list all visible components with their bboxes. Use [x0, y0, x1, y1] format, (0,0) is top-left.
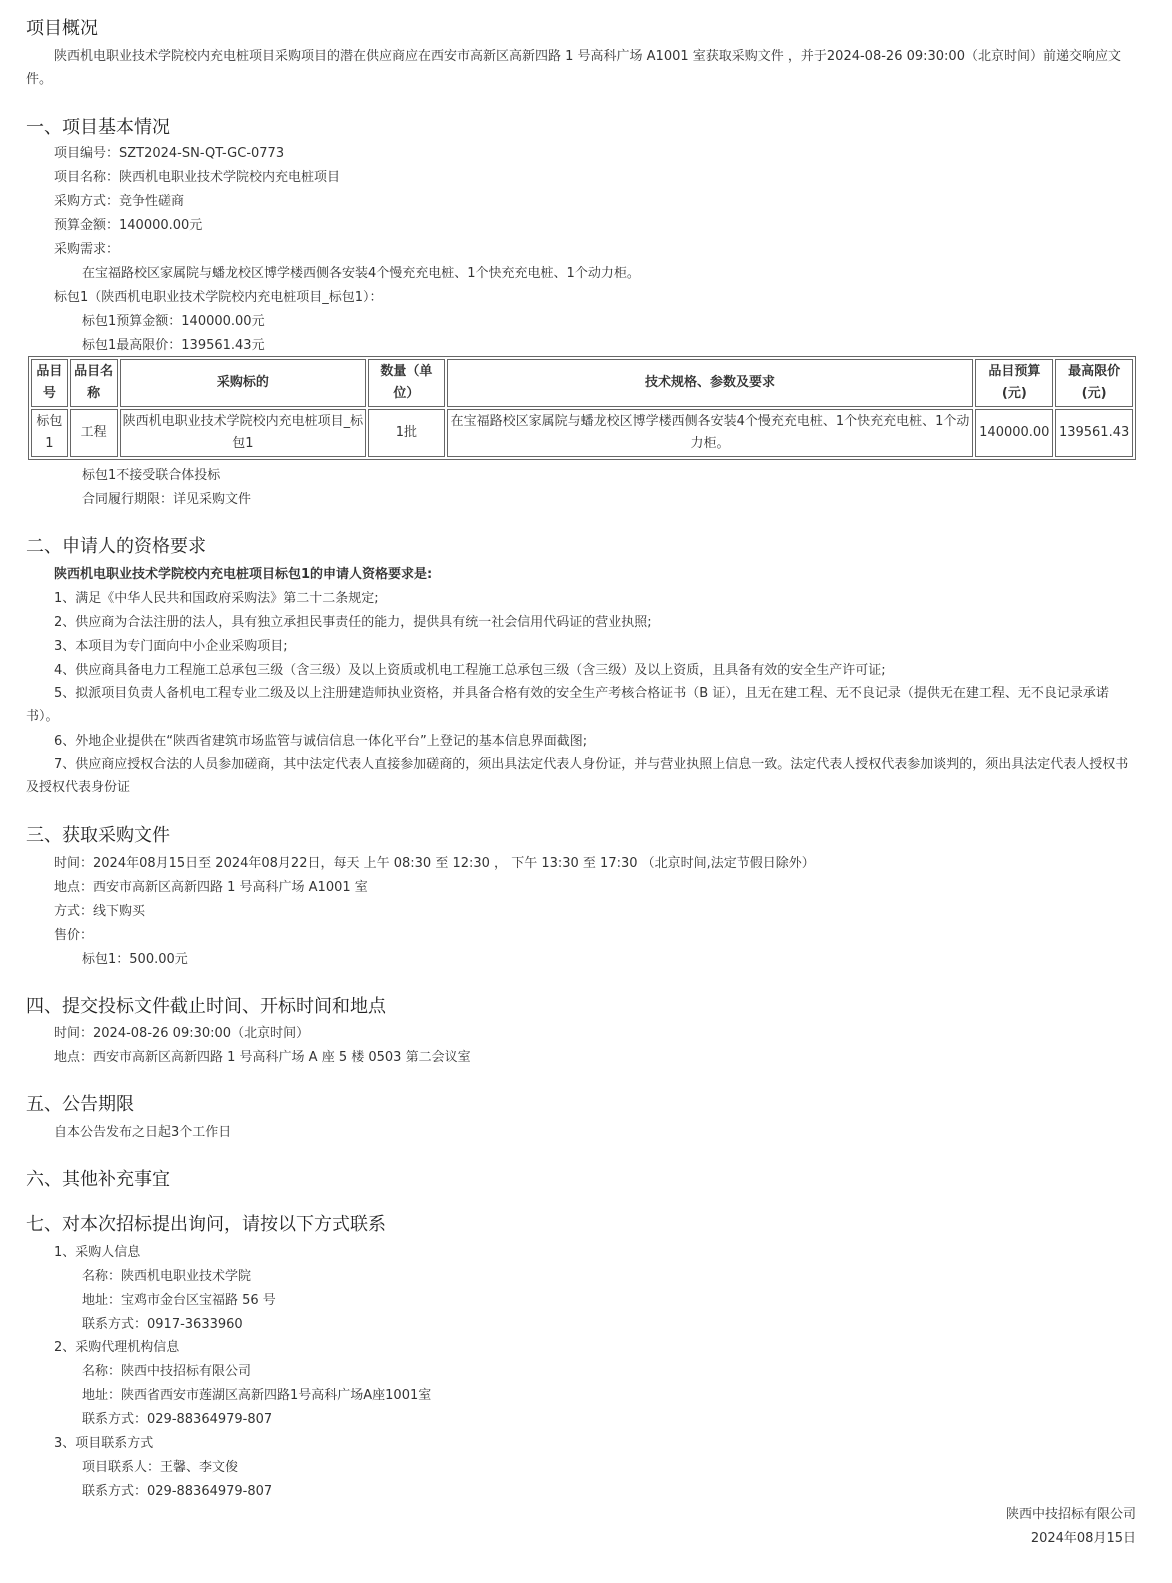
- table-header-cell: 技术规格、参数及要求: [447, 359, 974, 407]
- lot-max-price: 标包1最高限价：139561.43元: [82, 338, 265, 353]
- opening-place: 地点：西安市高新区高新四路 1 号高科广场 A 座 5 楼 0503 第二会议室: [54, 1050, 471, 1065]
- project-contact-person: 项目联系人：王馨、李文俊: [82, 1460, 239, 1475]
- section-7-title: 七、对本次招标提出询问，请按以下方式联系: [26, 1214, 386, 1235]
- table-row: [31, 409, 1133, 457]
- section-5-title: 五、公告期限: [26, 1094, 134, 1115]
- project-contact-phone: 联系方式：029-88364979-807: [82, 1484, 273, 1499]
- lot-budget: 标包1预算金额：140000.00元: [82, 314, 265, 329]
- table-header-cell: 数量（单位）: [368, 359, 444, 407]
- project-code: 项目编号：SZT2024-SN-QT-GC-0773: [54, 146, 285, 161]
- demand-text: 在宝福路校区家属院与蟠龙校区博学楼西侧各安装4个慢充充电桩、1个快充充电桩、1个动力柜。: [82, 266, 640, 281]
- qualification-item: 2、供应商为合法注册的法人，具有独立承担民事责任的能力，提供具有统一社会信用代码证的营业执照;: [54, 615, 652, 630]
- table-header-cell: 品目名称: [70, 359, 118, 407]
- lot-title: 标包1（陕西机电职业技术学院校内充电桩项目_标包1）：: [54, 290, 383, 305]
- table-cell: 标包1: [31, 409, 68, 457]
- qualification-item: 5、拟派项目负责人备机电工程专业二级及以上注册建造师执业资格，并具备合格有效的安全生产考核合格证书（B 证），且无在建工程、无不良记录（提供无在建工程、无不良记录承诺书）。: [26, 686, 1109, 724]
- footer-org: 陕西中技招标有限公司: [1005, 1507, 1136, 1522]
- qualification-item: 3、本项目为专门面向中小企业采购项目;: [54, 639, 288, 654]
- price-value: 标包1：500.00元: [82, 952, 188, 967]
- buyer-phone: 联系方式：0917-3633960: [82, 1317, 243, 1332]
- table-cell: 陕西机电职业技术学院校内充电桩项目_标包1: [120, 409, 367, 457]
- table-cell: 工程: [70, 409, 118, 457]
- price-label: 售价：: [54, 928, 94, 943]
- qualification-intro: 陕西机电职业技术学院校内充电桩项目标包1的申请人资格要求是:: [54, 567, 433, 582]
- acquire-place: 地点：西安市高新区高新四路 1 号高科广场 A1001 室: [54, 880, 368, 895]
- budget-amount: 预算金额：140000.00元: [54, 218, 203, 233]
- procurement-method: 采购方式：竞争性磋商: [54, 194, 185, 209]
- acquire-time: 时间：2024年08月15日至 2024年08月22日，每天 上午 08:30 至 12:30 ， 下午 13:30 至 17:30 （北京时间,法定节假日除外）: [54, 856, 815, 871]
- agent-phone: 联系方式：029-88364979-807: [82, 1412, 273, 1427]
- buyer-info-label: 1、采购人信息: [54, 1245, 141, 1260]
- table-cell: 139561.43: [1055, 409, 1133, 457]
- qualification-item: 1、满足《中华人民共和国政府采购法》第二十二条规定;: [54, 591, 379, 606]
- table-header-cell: 采购标的: [120, 359, 367, 407]
- lot-table: [28, 356, 1136, 460]
- table-cell: 在宝福路校区家属院与蟠龙校区博学楼西侧各安装4个慢充充电桩、1个快充充电桩、1个动力柜。: [447, 409, 974, 457]
- footer-date: 2024年08月15日: [1030, 1531, 1136, 1546]
- section-2-title: 二、申请人的资格要求: [26, 536, 206, 557]
- table-header-row: [31, 359, 1133, 407]
- overview-text: 陕西机电职业技术学院校内充电桩项目采购项目的潜在供应商应在西安市高新区高新四路 1 号高科广场 A1001 室获取采购文件 ，并于2024-08-26 09:30:00（北京时间）前递交响应文件。: [26, 49, 1121, 87]
- section-1-title: 一、项目基本情况: [26, 117, 170, 138]
- agent-address: 地址：陕西省西安市莲湖区高新四路1号高科广场A座1001室: [82, 1388, 432, 1403]
- table-header-cell: 品目号: [31, 359, 68, 407]
- agent-name: 名称：陕西中技招标有限公司: [82, 1364, 252, 1379]
- deadline-time: 时间：2024-08-26 09:30:00（北京时间）: [54, 1026, 310, 1041]
- acquire-method: 方式：线下购买: [54, 904, 146, 919]
- no-joint-bid: 标包1不接受联合体投标: [82, 468, 221, 483]
- qualification-item: 4、供应商具备电力工程施工总承包三级（含三级）及以上资质或机电工程施工总承包三级（含三级）及以上资质，且具备有效的安全生产许可证;: [54, 663, 886, 678]
- project-contact-label: 3、项目联系方式: [54, 1436, 154, 1451]
- buyer-name: 名称：陕西机电职业技术学院: [82, 1269, 252, 1284]
- agent-info-label: 2、采购代理机构信息: [54, 1340, 180, 1355]
- overview-title: 项目概况: [26, 18, 98, 39]
- notice-period: 自本公告发布之日起3个工作日: [54, 1125, 232, 1140]
- section-3-title: 三、获取采购文件: [26, 825, 170, 846]
- table-header-cell: 最高限价(元): [1055, 359, 1133, 407]
- qualification-item: 6、外地企业提供在“陕西省建筑市场监管与诚信信息一体化平台”上登记的基本信息界面截图;: [54, 734, 588, 749]
- contract-period: 合同履行期限：详见采购文件: [82, 492, 252, 507]
- table-header-cell: 品目预算(元): [975, 359, 1053, 407]
- project-name: 项目名称：陕西机电职业技术学院校内充电桩项目: [54, 170, 341, 185]
- table-cell: 140000.00: [975, 409, 1053, 457]
- section-4-title: 四、提交投标文件截止时间、开标时间和地点: [26, 996, 386, 1017]
- demand-label: 采购需求：: [54, 242, 120, 257]
- section-6-title: 六、其他补充事宜: [26, 1169, 170, 1190]
- table-cell: 1批: [368, 409, 444, 457]
- qualification-item: 7、供应商应授权合法的人员参加磋商，其中法定代表人直接参加磋商的，须出具法定代表人身份证，并与营业执照上信息一致。法定代表人授权代表参加谈判的，须出具法定代表人授权书及授权代表身份证: [26, 757, 1129, 795]
- buyer-address: 地址：宝鸡市金台区宝福路 56 号: [82, 1293, 276, 1308]
